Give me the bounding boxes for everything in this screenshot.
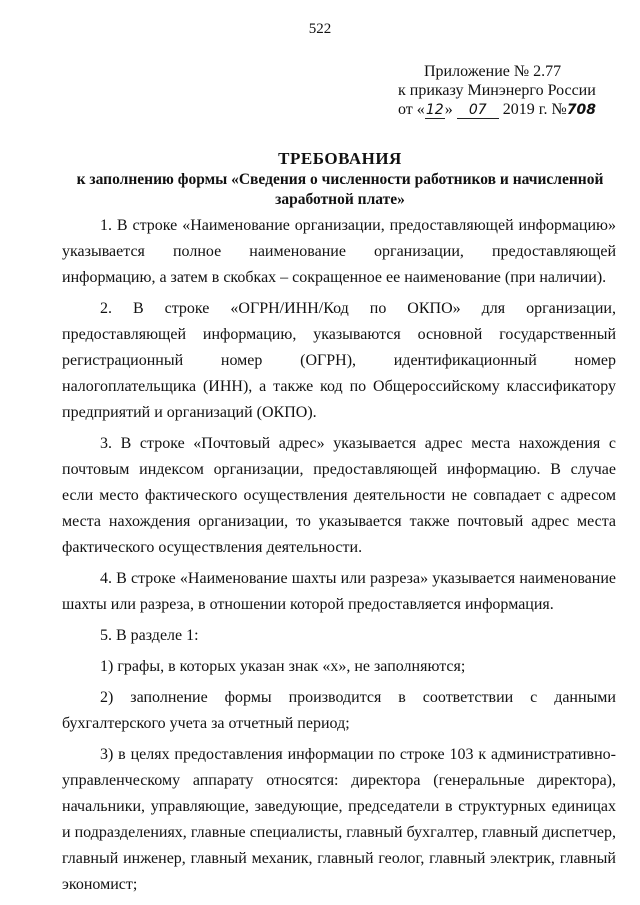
paragraph-4: 4. В строке «Наименование шахты или разреза» указывается наименование шахты или разреза, в отношении которой предоставляется информация.	[62, 570, 616, 613]
title-subheading: к заполнению формы «Сведения о численности работников и начисленной заработной плате»	[76, 171, 604, 208]
title-heading: ТРЕБОВАНИЯ	[278, 149, 402, 168]
page-number: 522	[308, 21, 332, 37]
paragraph-5-2: 2) заполнение формы производится в соответствии с данными бухгалтерского учета за отчетный период;	[62, 689, 616, 732]
handwritten-month: 07	[457, 102, 499, 119]
paragraph-1: 1. В строке «Наименование организации, предоставляющей информацию» указывается полное наименование организации, предоставляющей информацию, а затем в скобках – сокращенное ее наименование (при наличии).	[62, 217, 616, 286]
paragraph-5: 5. В разделе 1:	[100, 627, 199, 644]
document-body	[62, 213, 616, 903]
handwritten-order-number: 708	[566, 102, 597, 118]
appendix-date-line	[398, 100, 633, 119]
paragraph-5-3: 3) в целях предоставления информации по строке 103 к административно-управленческому аппарату относятся: директора (генеральные директора), начальники, управляющие, заведующие, председатели в структурных единицах и подразделениях, главные специалисты, главный бухгалтер, главный диспетчер, главный инженер, главный механик, главный геолог, главный электрик, главный экономист;	[62, 746, 616, 893]
document-title	[60, 148, 620, 210]
date-prefix: от «	[398, 101, 425, 118]
paragraph-2: 2. В строке «ОГРН/ИНН/Код по ОКПО» для организации, предоставляющей информацию, указываются основной государственный регистрационный номер (ОГРН), идентификационный номер налогоплательщика (ИНН), а также код по Общероссийскому классификатору предприятий и организаций (ОКПО).	[62, 300, 616, 421]
paragraph-5-1: 1) графы, в которых указан знак «х», не заполняются;	[100, 658, 466, 675]
appendix-number: Приложение № 2.77	[424, 63, 562, 80]
year-text: 2019 г. №	[502, 101, 567, 118]
paragraph-3: 3. В строке «Почтовый адрес» указывается адрес места нахождения с почтовым индексом организации, предоставляющей информацию. В случае если место фактического осуществления деятельности не совпадает с адресом места нахождения организации, то указывается также почтовый адрес места фактического осуществления деятельности.	[62, 435, 616, 556]
appendix-order-ref: к приказу Минэнерго России	[398, 82, 596, 99]
appendix-block	[398, 62, 633, 119]
handwritten-day: 12	[425, 102, 444, 118]
date-close-quote: »	[444, 101, 453, 118]
